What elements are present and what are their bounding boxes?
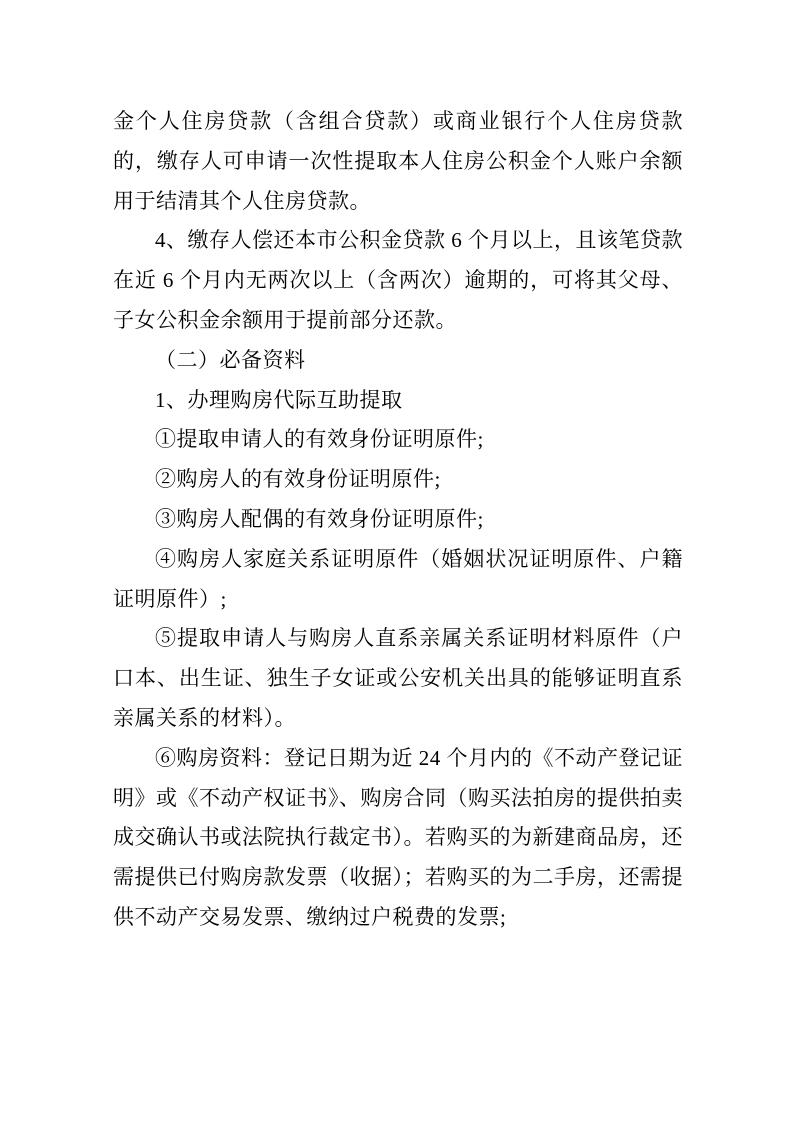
paragraph: ⑤提取申请人与购房人直系亲属关系证明材料原件（户口本、出生证、独生子女证或公安机关出具的能够证明直系亲属关系的材料）。 <box>113 626 683 730</box>
paragraph: ③购房人配偶的有效身份证明原件; <box>155 506 484 531</box>
paragraph: （二）必备资料 <box>155 347 306 372</box>
paragraph: 1、办理购房代际互助提取 <box>155 387 403 412</box>
paragraph: 金个人住房贷款（含组合贷款）或商业银行个人住房贷款的，缴存人可申请一次性提取本人住房公积金个人账户余额用于结清其个人住房贷款。 <box>113 109 683 213</box>
document-body <box>113 102 683 938</box>
paragraph: 4、缴存人偿还本市公积金贷款 6 个月以上，且该笔贷款在近 6 个月内无两次以上（含两次）逾期的，可将其父母、子女公积金余额用于提前部分还款。 <box>113 228 683 332</box>
paragraph: ⑥购房资料：登记日期为近 24 个月内的《不动产登记证明》或《不动产权证书》、购房合同（购买法拍房的提供拍卖成交确认书或法院执行裁定书）。若购买的为新建商品房，还需提供已付购房款发票（收据）；若购买的为二手房，还需提供不动产交易发票、缴纳过户税费的发票; <box>113 745 683 929</box>
paragraph: ④购房人家庭关系证明原件（婚姻状况证明原件、户籍证明原件）; <box>113 546 683 611</box>
paragraph: ①提取申请人的有效身份证明原件; <box>155 427 484 452</box>
paragraph: ②购房人的有效身份证明原件; <box>155 467 441 492</box>
